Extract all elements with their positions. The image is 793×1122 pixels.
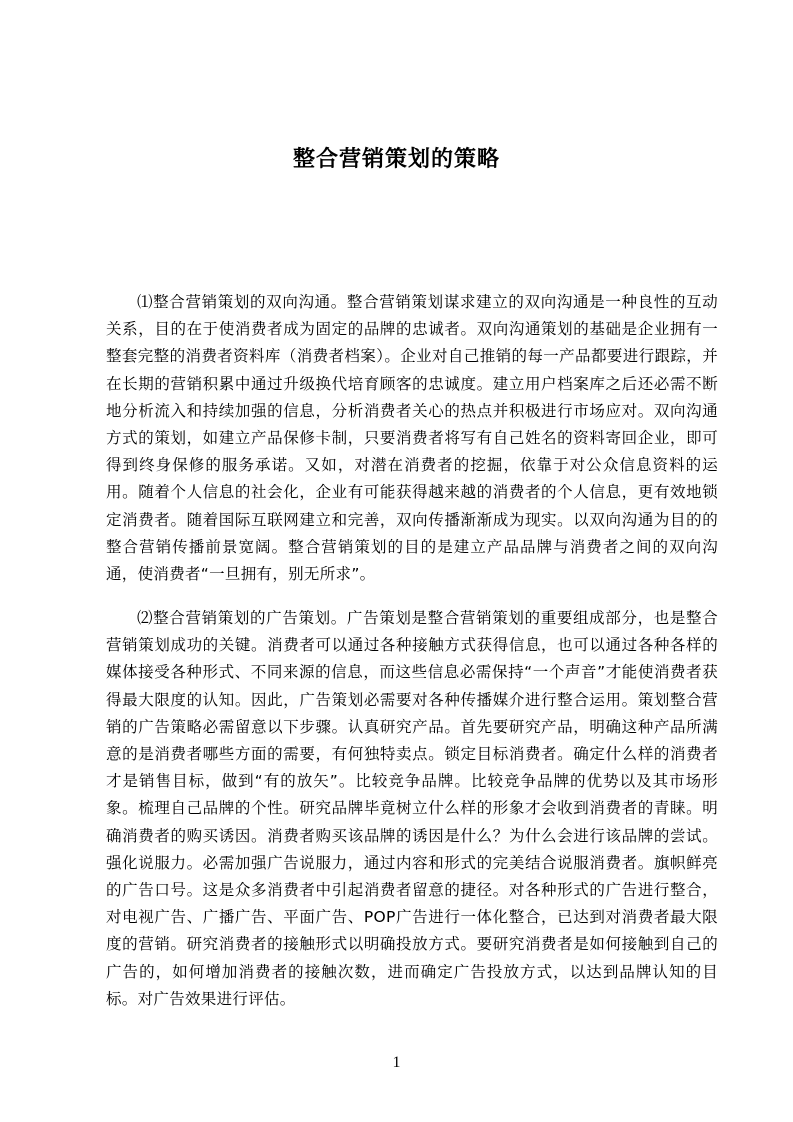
paragraph-two-way-communication: ⑴整合营销策划的双向沟通。整合营销策划谋求建立的双向沟通是一种良性的互动关系，目的在于使消费者成为固定的品牌的忠诚者。双向沟通策划的基础是企业拥有一整套完整的消费者资料库（消费者档案）。企业对自己推销的每一产品都要进行跟踪，并在长期的营销积累中通过升级换代培育顾客的忠诚度。建立用户档案库之后还必需不断地分析流入和持续加强的信息，分析消费者关心的热点并积极进行市场应对。双向沟通方式的策划，如建立产品保修卡制，只要消费者将写有自己姓名的资料寄回企业，即可得到终身保修的服务承诺。又如，对潜在消费者的挖掘，依靠于对公众信息资料的运用。随着个人信息的社会化，企业有可能获得越来越的消费者的个人信息，更有效地锁定消费者。随着国际互联网建立和完善，双向传播渐渐成为现实。以双向沟通为目的的整合营销传播前景宽阔。整合营销策划的目的是建立产品品牌与消费者之间的双向沟通，使消费者“一旦拥有，别无所求”。: [106, 293, 718, 584]
paragraph-advertising-planning: ⑵整合营销策划的广告策划。广告策划是整合营销策划的重要组成部分，也是整合营销策划成功的关键。消费者可以通过各种接触方式获得信息，也可以通过各种各样的媒体接受各种形式、不同来源的信息，而这些信息必需保持“一个声音”才能使消费者获得最大限度的认知。因此，广告策划必需要对各种传播媒介进行整合运用。策划整合营销的广告策略必需留意以下步骤。认真研究产品。首先要研究产品，明确这种产品所满意的是消费者哪些方面的需要，有何独特卖点。锁定目标消费者。确定什么样的消费者才是销售目标，做到“有的放矢”。比较竞争品牌。比较竞争品牌的优势以及其市场形象。梳理自己品牌的个性。研究品牌毕竟树立什么样的形象才会收到消费者的青睐。明确消费者的购买诱因。消费者购买该品牌的诱因是什么？为什么会进行该品牌的尝试。强化说服力。必需加强广告说服力，通过内容和形式的完美结合说服消费者。旗帜鲜亮的广告口号。这是众多消费者中引起消费者留意的捷径。对各种形式的广告进行整合，对电视广告、广播广告、平面广告、POP广告进行一体化整合，已达到对消费者最大限度的营销。研究消费者的接触形式以明确投放方式。要研究消费者是如何接触到自己的广告的，如何增加消费者的接触次数，进而确定广告投放方式，以达到品牌认知的目标。对广告效果进行评估。: [106, 609, 718, 1008]
document-title: 整合营销策划的策略: [292, 147, 500, 172]
page-number: 1: [392, 1054, 401, 1071]
